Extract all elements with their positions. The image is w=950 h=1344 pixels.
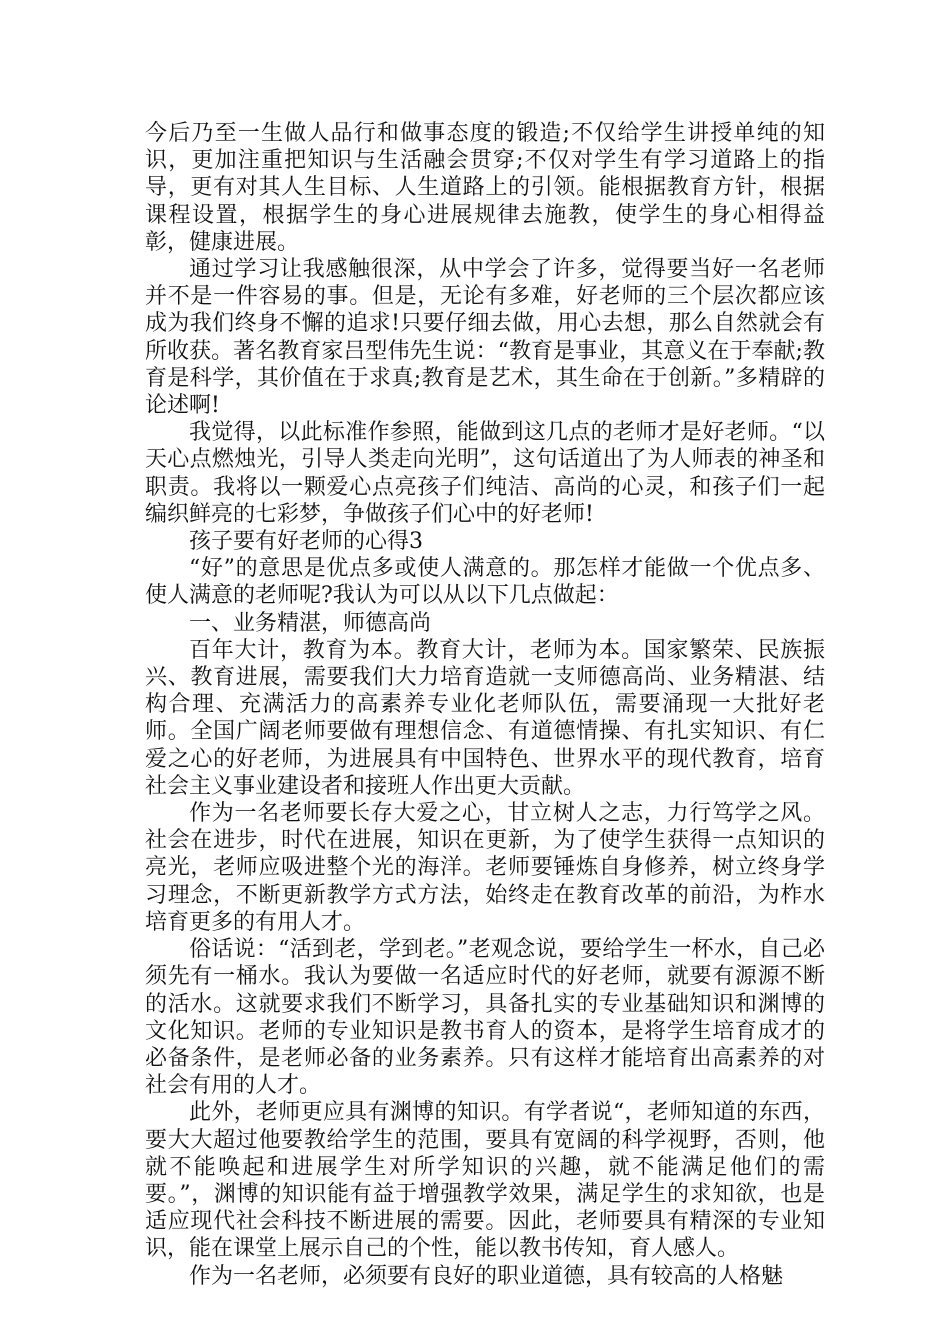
paragraph-2: 通过学习让我感触很深，从中学会了许多，觉得要当好一名老师并不是一件容易的事。但是，无论有多难，好老师的三个层次都应该成为我们终身不懈的追求!只要仔细去做，用心去想，那么自然就会有所收获。著名教育家吕型伟先生说：“教育是事业，其意义在于奉献;教育是科学，其价值在于求真;教育是艺术，其生命在于创新。”多精辟的论述啊! (145, 257, 825, 419)
paragraph-3: 我觉得，以此标准作参照，能做到这几点的老师才是好老师。“以天心点燃烛光，引导人类走向光明”，这句话道出了为人师表的神圣和职责。我将以一颗爱心点亮孩子们纯洁、高尚的心灵，和孩子们一起编织鲜亮的七彩梦，争做孩子们心中的好老师! (145, 420, 825, 527)
paragraph-9: 俗话说：“活到老，学到老。”老观念说，要给学生一杯水，自己必须先有一桶水。我认为要做一名适应时代的好老师，就要有源源不断的活水。这就要求我们不断学习，具备扎实的专业基础知识和渊博的文化知识。老师的专业知识是教书育人的资本，是将学生培育成才的必备条件，是老师必备的业务素养。只有这样才能培育出高素养的对社会有用的人才。 (145, 937, 825, 1099)
paragraph-8: 作为一名老师要长存大爱之心，甘立树人之志，力行笃学之风。社会在进步，时代在进展，知识在更新，为了使学生获得一点知识的亮光，老师应吸进整个光的海洋。老师要锤炼自身修养，树立终身学习理念，不断更新教学方式方法，始终走在教育改革的前沿，为柞水培育更多的有用人才。 (145, 801, 825, 935)
subheading-1: 一、业务精湛，师德高尚 (189, 610, 432, 636)
paragraph-7: 百年大计，教育为本。教育大计，老师为本。国家繁荣、民族振兴、教育进展，需要我们大力培育造就一支师德高尚、业务精湛、结构合理、充满活力的高素养专业化老师队伍，需要涌现一大批好老师。全国广阔老师要做有理想信念、有道德情操、有扎实知识、有仁爱之心的好老师，为进展具有中国特色、世界水平的现代教育，培育社会主义事业建设者和接班人作出更大贡献。 (145, 637, 825, 799)
document-page (145, 120, 825, 1290)
paragraph-1: 今后乃至一生做人品行和做事态度的锻造;不仅给学生讲授单纯的知识，更加注重把知识与生活融会贯穿;不仅对学生有学习道路上的指导，更有对其人生目标、人生道路上的引领。能根据教育方针，根据课程设置，根据学生的身心进展规律去施教，使学生的身心相得益彰，健康进展。 (145, 121, 825, 255)
paragraph-5: “好”的意思是优点多或使人满意的。那怎样才能做一个优点多、使人满意的老师呢?我认为可以从以下几点做起： (145, 556, 825, 609)
section-title: 孩子要有好老师的心得3 (189, 529, 423, 555)
paragraph-10: 此外，老师更应具有渊博的知识。有学者说“，老师知道的东西，要大大超过他要教给学生的范围，要具有宽阔的科学视野，否则，他就不能唤起和进展学生对所学知识的兴趣，就不能满足他们的需要。”，渊博的知识能有益于增强教学效果，满足学生的求知欲，也是适应现代社会科技不断进展的需要。因此，老师要具有精深的专业知识，能在课堂上展示自己的个性，能以教书传知，育人感人。 (145, 1100, 825, 1262)
paragraph-11: 作为一名老师，必须要有良好的职业道德，具有较高的人格魅 (189, 1263, 784, 1289)
